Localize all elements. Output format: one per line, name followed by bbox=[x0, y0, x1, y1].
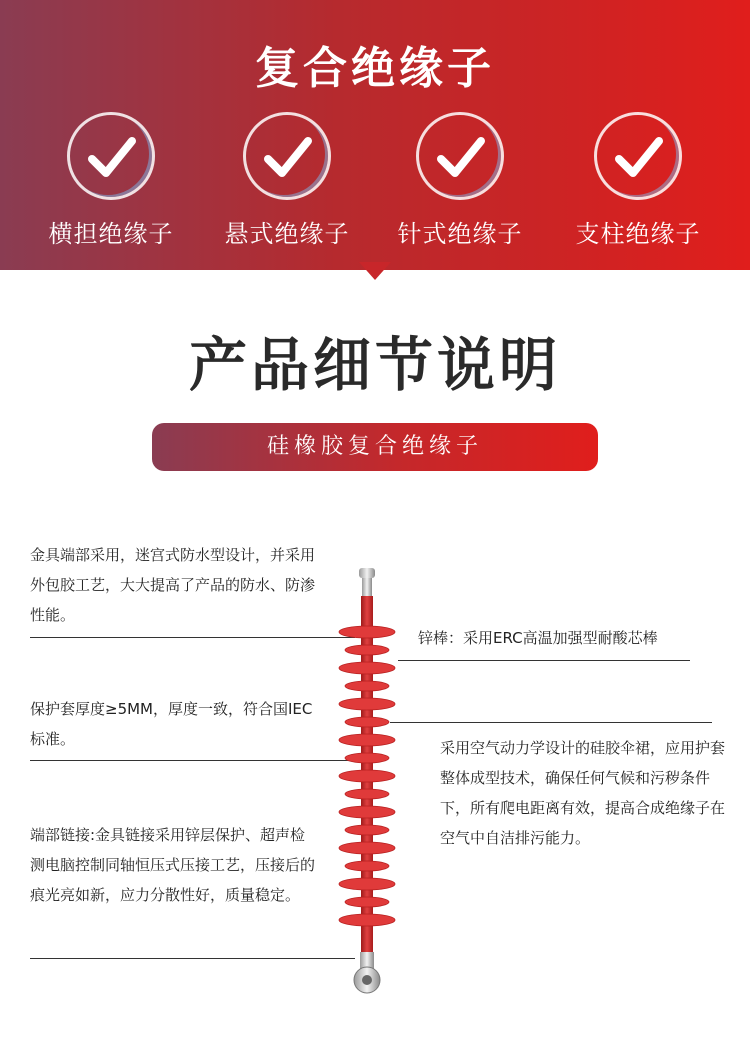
type-label: 悬式绝缘子 bbox=[224, 220, 350, 248]
insulator-image bbox=[326, 560, 408, 1000]
note-core-rod: 锌棒：采用ERC高温加强型耐酸芯棒 bbox=[418, 629, 658, 647]
checkmark-icon bbox=[67, 112, 155, 200]
banner-notch bbox=[359, 262, 391, 280]
leader-line bbox=[30, 760, 355, 761]
type-item-post bbox=[558, 112, 718, 249]
subtitle-badge: 硅橡胶复合绝缘子 bbox=[152, 423, 598, 471]
type-label: 支柱绝缘子 bbox=[575, 220, 701, 248]
note-end-link: 端部链接:金具链接采用锌层保护、超声检测电脑控制同轴恒压式压接工艺，压接后的痕光亮如新，应力分散性好，质量稳定。 bbox=[30, 826, 316, 904]
type-item-suspension bbox=[207, 112, 367, 249]
note-sheds: 采用空气动力学设计的硅胶伞裙，应用护套整体成型技术，确保任何气候和污秽条件下，所有爬电距离有效，提高合成绝缘子在空气中自洁排污能力。 bbox=[440, 739, 726, 847]
banner-title: 复合绝缘子 bbox=[255, 43, 495, 94]
note-fitting: 金具端部采用，迷宫式防水型设计，并采用外包胶工艺，大大提高了产品的防水、防渗性能。 bbox=[30, 546, 316, 624]
type-item-pin bbox=[380, 112, 540, 249]
note-sheath: 保护套厚度≥5MM，厚度一致，符合国IEC标准。 bbox=[30, 700, 313, 748]
header-banner bbox=[0, 0, 750, 270]
type-label: 针式绝缘子 bbox=[397, 220, 523, 248]
checkmark-icon bbox=[416, 112, 504, 200]
section-title: 产品细节说明 bbox=[188, 331, 561, 399]
checkmark-icon bbox=[243, 112, 331, 200]
leader-line bbox=[390, 722, 712, 723]
type-item-crossarm bbox=[31, 112, 191, 249]
leader-line bbox=[30, 637, 355, 638]
checkmark-icon bbox=[594, 112, 682, 200]
type-label: 横担绝缘子 bbox=[48, 220, 174, 248]
leader-line bbox=[30, 958, 355, 959]
leader-line bbox=[398, 660, 690, 661]
